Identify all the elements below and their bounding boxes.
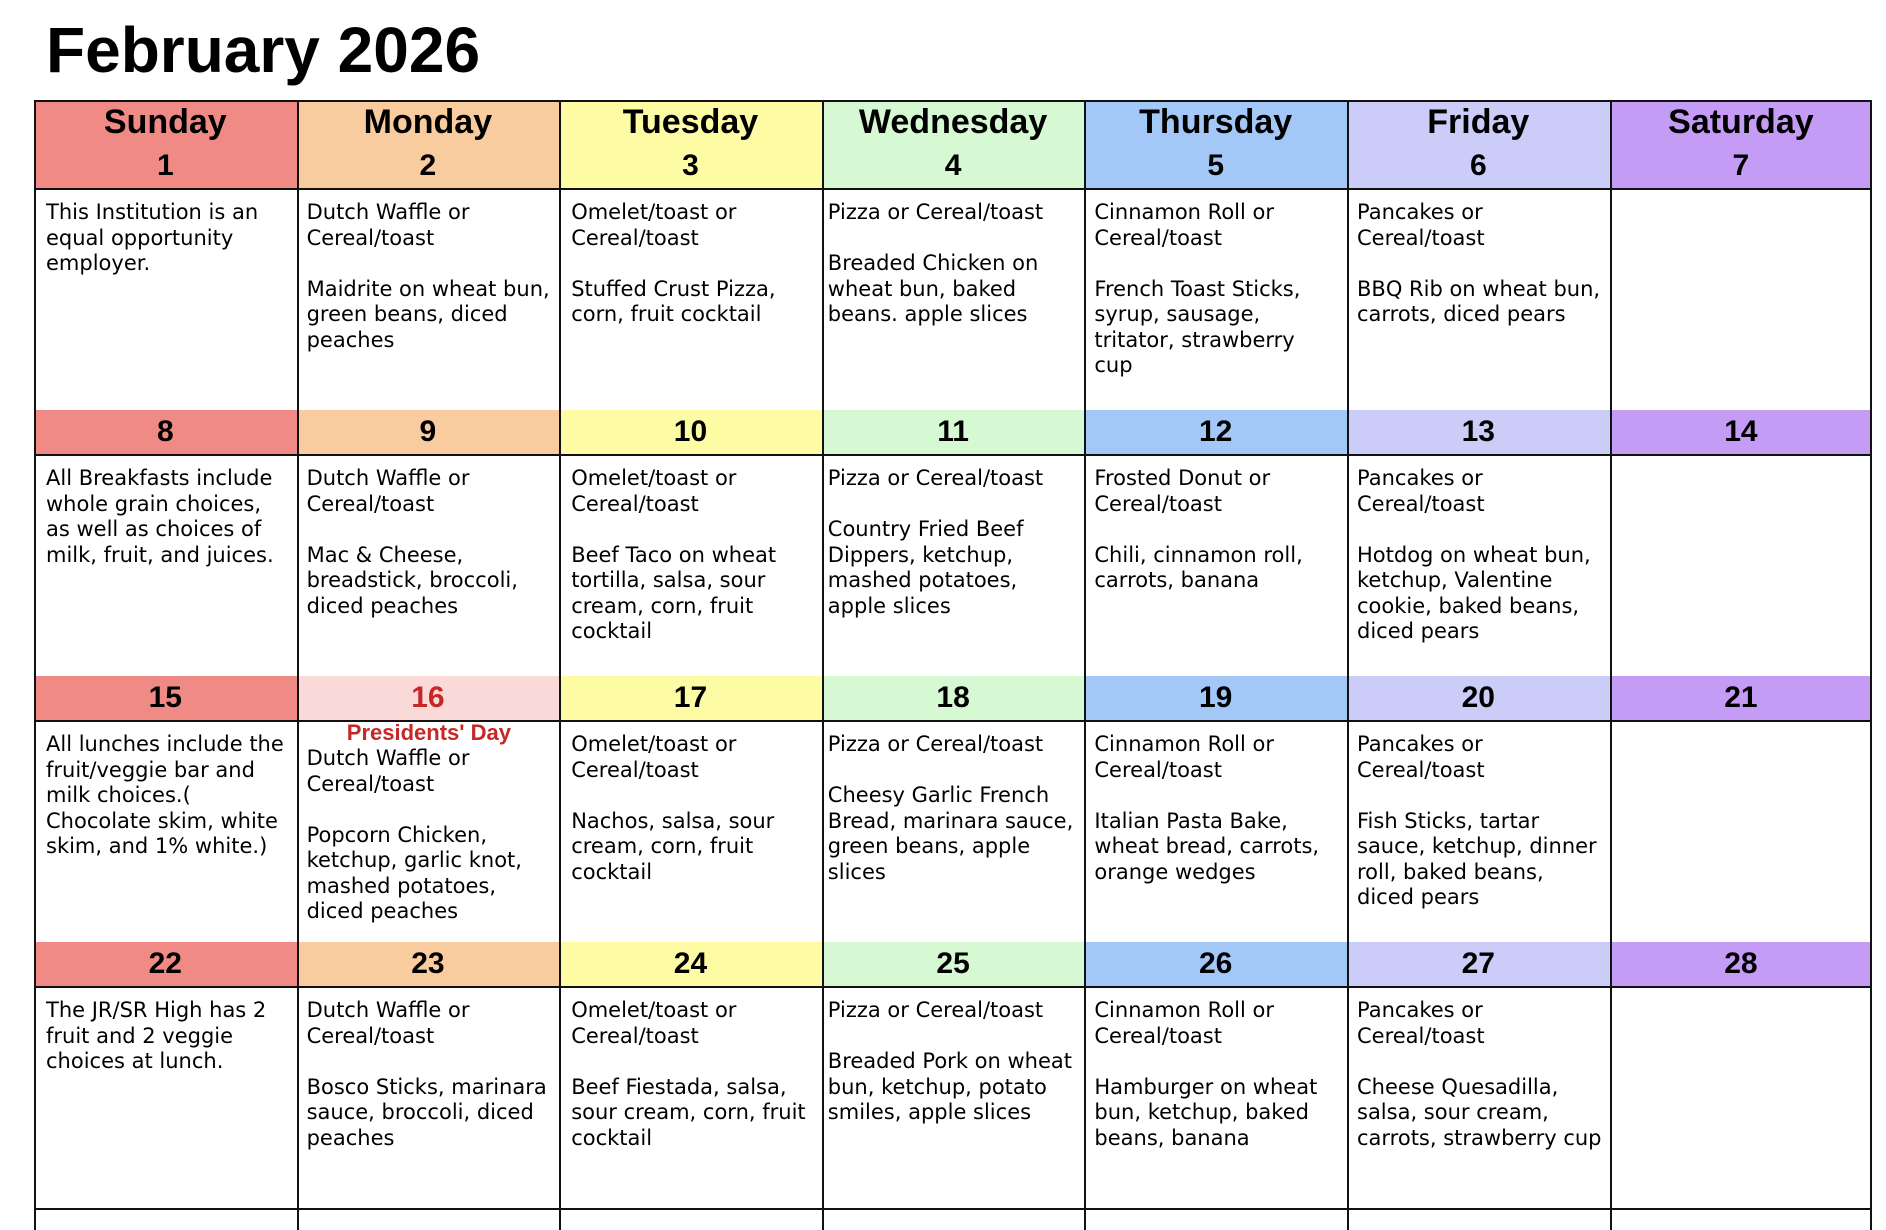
menu-cell-23 xyxy=(297,986,560,1208)
menu-text: Cinnamon Roll or Cereal/toast Italian Pasta Bake, wheat bread, carrots, orange wedges xyxy=(1094,732,1320,884)
menu-text: Cinnamon Roll or Cereal/toast Hamburger on wheat bun, ketchup, baked beans, banana xyxy=(1094,998,1318,1150)
date-cell-14: 14 xyxy=(1610,410,1873,454)
menu-text: All lunches include the fruit/veggie bar and milk choices.( Chocolate skim, white skim, and 1% white.) xyxy=(46,732,284,858)
menu-cell-21 xyxy=(1610,720,1873,942)
menu-cell-7 xyxy=(1610,188,1873,410)
menu-text: Pancakes or Cereal/toast Cheese Quesadilla, salsa, sour cream, carrots, strawberry cup xyxy=(1357,998,1602,1150)
menu-cell-11 xyxy=(822,454,1085,676)
menu-text: The JR/SR High has 2 fruit and 2 veggie choices at lunch. xyxy=(46,998,267,1073)
menu-cell-10 xyxy=(559,454,822,676)
column-divider xyxy=(34,100,36,1230)
menu-cell-16 xyxy=(297,720,560,942)
weekday-header-monday: Monday xyxy=(297,100,560,144)
menu-text: Pizza or Cereal/toast Cheesy Garlic French Bread, marinara sauce, green beans, apple slices xyxy=(827,732,1074,884)
column-divider xyxy=(1870,100,1872,1230)
date-cell-7: 7 xyxy=(1610,144,1873,188)
menu-cell-18 xyxy=(822,720,1085,942)
menu-cell-24 xyxy=(559,986,822,1208)
column-divider xyxy=(1610,100,1612,1230)
menu-cell-17 xyxy=(559,720,822,942)
menu-cell-27 xyxy=(1347,986,1610,1208)
date-cell-20: 20 xyxy=(1347,676,1610,720)
menu-text: Frosted Donut or Cereal/toast Chili, cinnamon roll, carrots, banana xyxy=(1094,466,1303,592)
menu-cell-3 xyxy=(559,188,822,410)
menu-cell-20 xyxy=(1347,720,1610,942)
column-divider xyxy=(1347,100,1349,1230)
menu-cell-14 xyxy=(1610,454,1873,676)
date-cell-19: 19 xyxy=(1084,676,1347,720)
date-cell-23: 23 xyxy=(297,942,560,986)
menu-cell-26 xyxy=(1084,986,1347,1208)
menu-text: Dutch Waffle or Cereal/toast Bosco Sticks, marinara sauce, broccoli, diced peaches xyxy=(306,998,547,1150)
menu-text: All Breakfasts include whole grain choices, as well as choices of milk, fruit, and juices. xyxy=(46,466,274,567)
menu-text: Pizza or Cereal/toast Breaded Chicken on wheat bun, baked beans. apple slices xyxy=(827,200,1044,326)
date-cell-18: 18 xyxy=(822,676,1085,720)
menu-text: Pizza or Cereal/toast Country Fried Beef Dippers, ketchup, mashed potatoes, apple slices xyxy=(827,466,1044,618)
menu-text: This Institution is an equal opportunity employer. xyxy=(46,200,259,275)
date-cell-24: 24 xyxy=(559,942,822,986)
menu-cell-12 xyxy=(1084,454,1347,676)
menu-text: Pancakes or Cereal/toast Hotdog on wheat bun, ketchup, Valentine cookie, baked beans, diced pears xyxy=(1357,466,1591,643)
date-cell-2: 2 xyxy=(297,144,560,188)
menu-cell-15 xyxy=(34,720,297,942)
column-divider xyxy=(297,100,299,1230)
menu-cell-25 xyxy=(822,986,1085,1208)
date-cell-22: 22 xyxy=(34,942,297,986)
date-cell-21: 21 xyxy=(1610,676,1873,720)
menu-cell-4 xyxy=(822,188,1085,410)
date-cell-1: 1 xyxy=(34,144,297,188)
holiday-label: Presidents' Day xyxy=(346,720,511,745)
date-cell-16: 16 xyxy=(297,676,560,720)
date-cell-5: 5 xyxy=(1084,144,1347,188)
menu-text: Omelet/toast or Cereal/toast Beef Taco on wheat tortilla, salsa, sour cream, corn, fruit cocktail xyxy=(571,466,777,643)
column-divider xyxy=(1084,100,1086,1230)
date-cell-17: 17 xyxy=(559,676,822,720)
menu-text: Dutch Waffle or Cereal/toast Popcorn Chicken, ketchup, garlic knot, mashed potatoes, diced peaches xyxy=(306,746,522,923)
weekday-header-sunday: Sunday xyxy=(34,100,297,144)
date-cell-4: 4 xyxy=(822,144,1085,188)
menu-text: Pancakes or Cereal/toast BBQ Rib on wheat bun, carrots, diced pears xyxy=(1357,200,1601,326)
calendar-grid xyxy=(34,100,1872,1230)
weekday-header-thursday: Thursday xyxy=(1084,100,1347,144)
menu-text: Dutch Waffle or Cereal/toast Mac & Cheese, breadstick, broccoli, diced peaches xyxy=(306,466,518,618)
menu-cell-5 xyxy=(1084,188,1347,410)
column-divider xyxy=(822,100,824,1230)
calendar-top-border xyxy=(34,100,1872,102)
date-cell-26: 26 xyxy=(1084,942,1347,986)
date-cell-6: 6 xyxy=(1347,144,1610,188)
menu-cell-19 xyxy=(1084,720,1347,942)
menu-text: Pancakes or Cereal/toast Fish Sticks, tartar sauce, ketchup, dinner roll, baked beans, diced pears xyxy=(1357,732,1597,909)
date-cell-15: 15 xyxy=(34,676,297,720)
menu-cell-28 xyxy=(1610,986,1873,1208)
date-cell-28: 28 xyxy=(1610,942,1873,986)
menu-text: Omelet/toast or Cereal/toast Beef Fiestada, salsa, sour cream, corn, fruit cocktail xyxy=(571,998,806,1150)
menu-text: Cinnamon Roll or Cereal/toast French Toast Sticks, syrup, sausage, tritator, strawberry cup xyxy=(1094,200,1301,377)
weekday-header-wednesday: Wednesday xyxy=(822,100,1085,144)
menu-cell-13 xyxy=(1347,454,1610,676)
menu-cell-9 xyxy=(297,454,560,676)
date-cell-9: 9 xyxy=(297,410,560,454)
date-cell-25: 25 xyxy=(822,942,1085,986)
menu-cell-2 xyxy=(297,188,560,410)
weekday-header-friday: Friday xyxy=(1347,100,1610,144)
weekday-header-saturday: Saturday xyxy=(1610,100,1873,144)
column-divider xyxy=(559,100,561,1230)
menu-cell-1 xyxy=(34,188,297,410)
date-cell-8: 8 xyxy=(34,410,297,454)
menu-cell-8 xyxy=(34,454,297,676)
menu-cell-6 xyxy=(1347,188,1610,410)
date-cell-13: 13 xyxy=(1347,410,1610,454)
week-divider xyxy=(34,1208,1872,1210)
date-cell-11: 11 xyxy=(822,410,1085,454)
date-cell-12: 12 xyxy=(1084,410,1347,454)
menu-text: Omelet/toast or Cereal/toast Stuffed Crust Pizza, corn, fruit cocktail xyxy=(571,200,776,326)
date-cell-3: 3 xyxy=(559,144,822,188)
weekday-header-tuesday: Tuesday xyxy=(559,100,822,144)
menu-text: Dutch Waffle or Cereal/toast Maidrite on wheat bun, green beans, diced peaches xyxy=(306,200,550,352)
date-cell-10: 10 xyxy=(559,410,822,454)
menu-text: Pizza or Cereal/toast Breaded Pork on wheat bun, ketchup, potato smiles, apple slices xyxy=(827,998,1072,1124)
menu-cell-22 xyxy=(34,986,297,1208)
menu-text: Omelet/toast or Cereal/toast Nachos, salsa, sour cream, corn, fruit cocktail xyxy=(571,732,775,884)
page-title: February 2026 xyxy=(46,14,481,86)
date-cell-27: 27 xyxy=(1347,942,1610,986)
